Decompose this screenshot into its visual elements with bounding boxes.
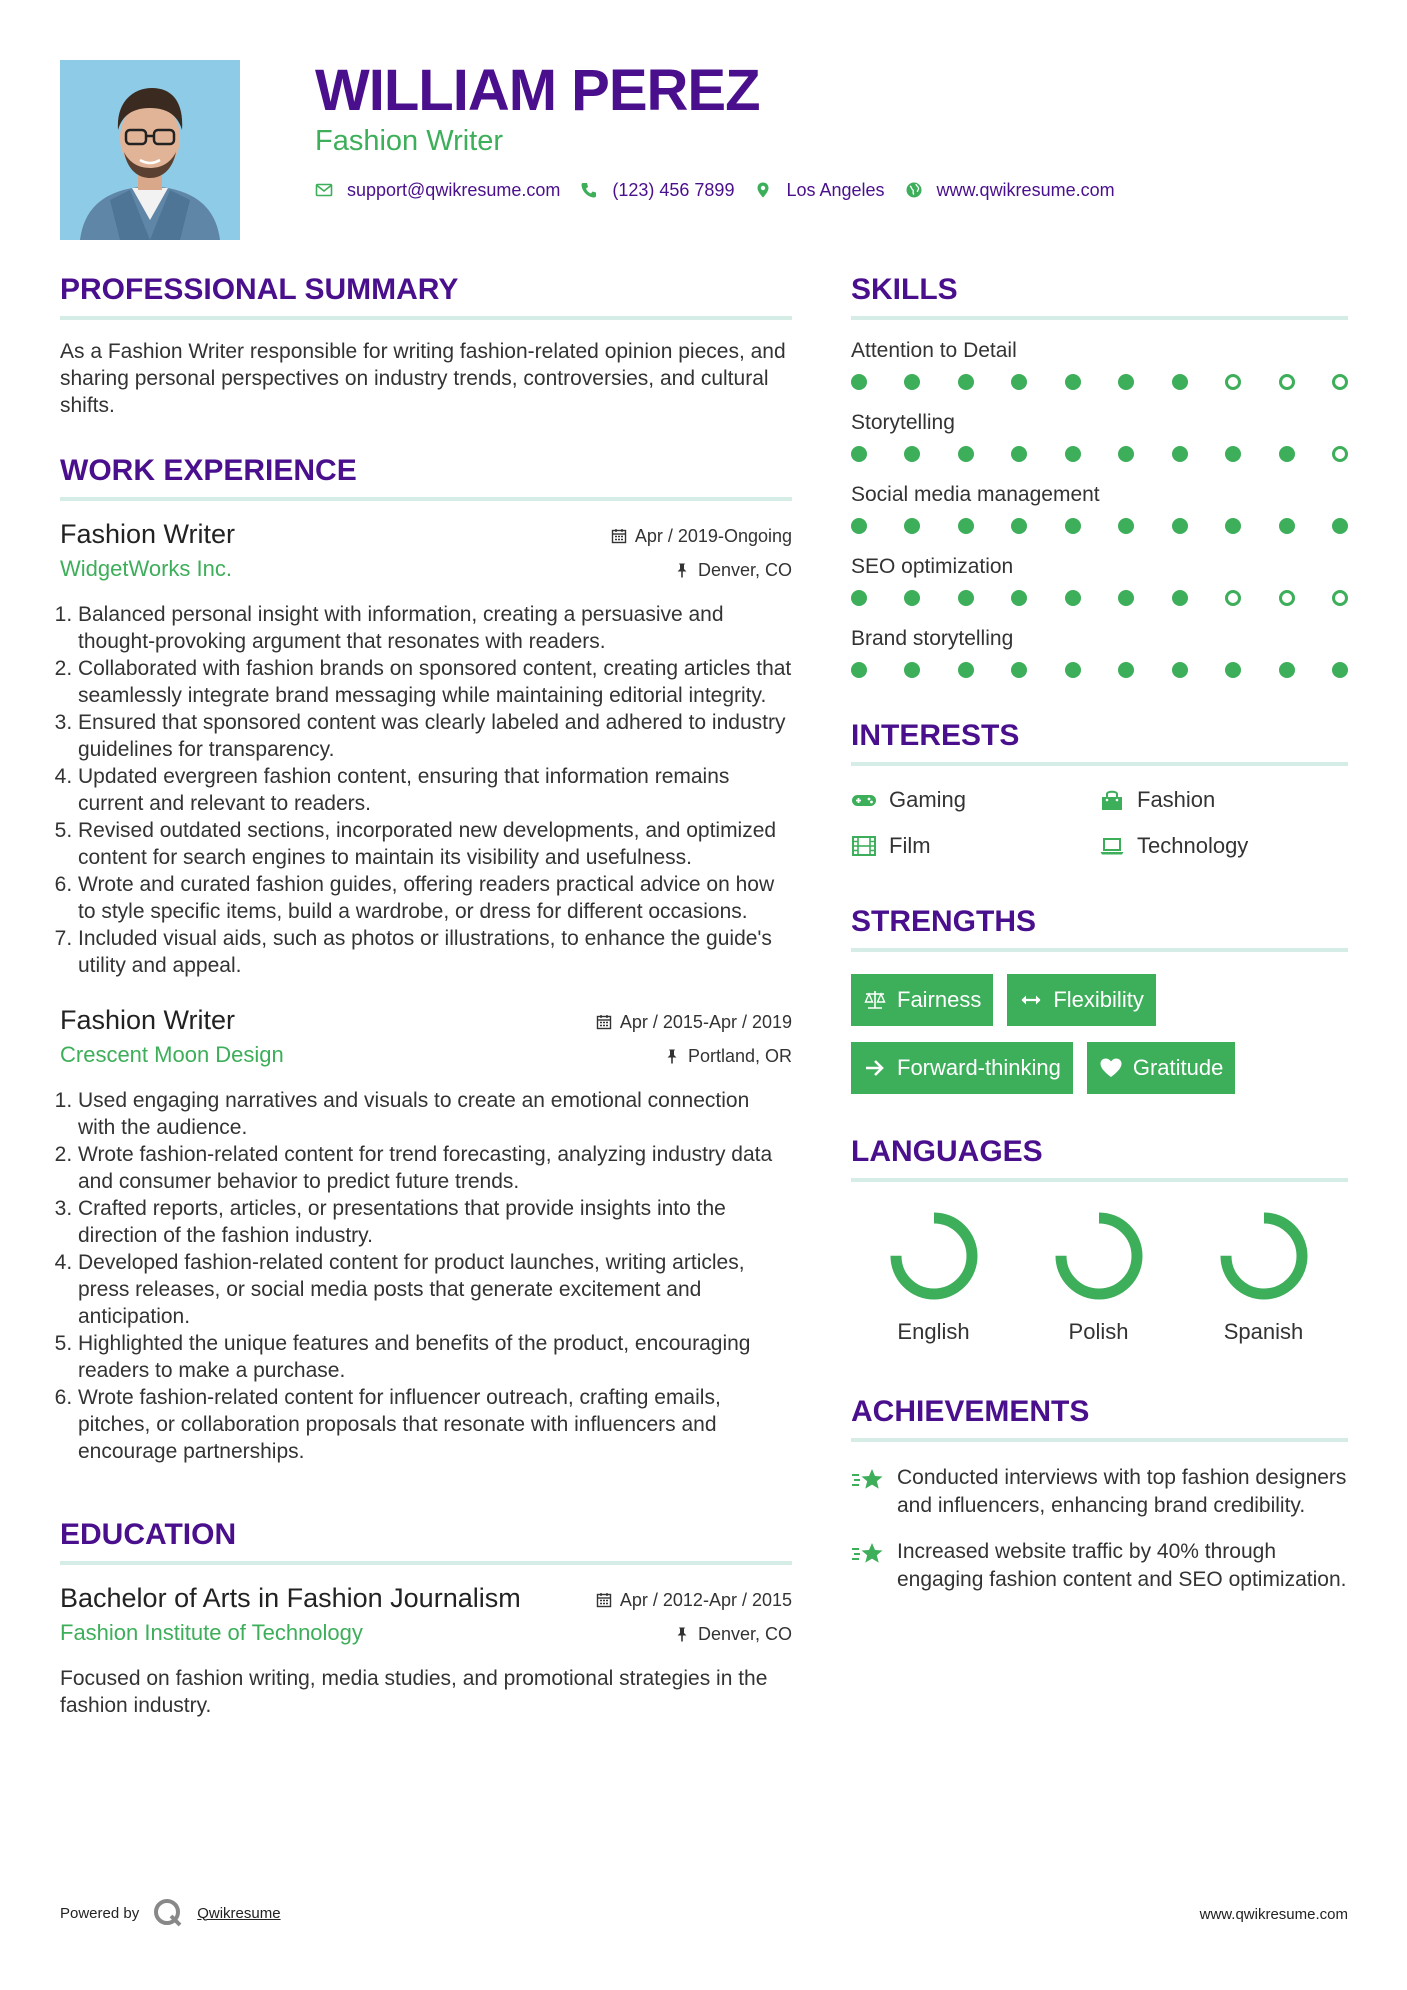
job-bullet: 2. Wrote fashion-related content for trend forecasting, analyzing industry data and consumer behavior to predict future trends. [78, 1141, 792, 1195]
shooting-star-icon [851, 1540, 885, 1568]
skill-dot-filled [1225, 446, 1241, 462]
contact-location-text: Los Angeles [786, 180, 885, 200]
film-icon [851, 835, 877, 857]
interest-item [1099, 786, 1347, 814]
strength-chip [1087, 1042, 1236, 1094]
arrow-right-icon [863, 1057, 887, 1079]
pushpin-icon [664, 1048, 680, 1064]
language-level-arc [1061, 1218, 1137, 1294]
skill-name: Social media management [851, 483, 1100, 506]
skill-dot-empty [1332, 590, 1348, 606]
job-entry [60, 1003, 792, 1465]
skill-level-dots [851, 374, 1348, 390]
job-bullet: 3. Ensured that sponsored content was clearly labeled and adhered to industry guidelines for transparency. [78, 709, 792, 763]
job-bullet: 1. Balanced personal insight with information, creating a persuasive and thought-provoking argument that resonates with readers. [78, 601, 792, 655]
languages-heading: LANGUAGES [851, 1134, 1348, 1182]
skill-dot-empty [1332, 374, 1348, 390]
education-header [60, 1581, 792, 1659]
skill-dot-filled [1332, 662, 1348, 678]
achievements-heading: ACHIEVEMENTS [851, 1394, 1348, 1442]
achievement-text: Increased website traffic by 40% through engaging fashion content and SEO optimization. [897, 1540, 1347, 1591]
shopping-bag-icon [1099, 789, 1125, 811]
skill-item [851, 410, 1348, 462]
skill-dot-filled [851, 518, 867, 534]
strengths-heading: STRENGTHS [851, 904, 1348, 952]
job-bullet: 4. Developed fashion-related content for product launches, writing articles, press releases, or social media posts that generate excitement and anticipation. [78, 1249, 792, 1330]
skill-dot-filled [1172, 446, 1188, 462]
job-bullet: 3. Crafted reports, articles, or presentations that provide insights into the direction of the fashion industry. [78, 1195, 792, 1249]
languages-section [851, 1134, 1348, 1346]
qwikresume-logo-icon [153, 1898, 183, 1928]
interests-section [851, 718, 1348, 860]
skill-dot-filled [904, 590, 920, 606]
language-name: Polish [1068, 1319, 1129, 1344]
job-date-text: Apr / 2015-Apr / 2019 [619, 1012, 792, 1032]
job-title: Fashion Writer [60, 1005, 236, 1035]
skill-dot-filled [1118, 374, 1134, 390]
gamepad-icon [851, 789, 877, 811]
skill-dot-filled [1011, 518, 1027, 534]
achievement-text: Conducted interviews with top fashion designers and influencers, enhancing brand credibility. [897, 1466, 1347, 1517]
interest-item [1099, 832, 1347, 860]
right-column [851, 272, 1348, 1594]
education-location [674, 1623, 792, 1645]
phone-icon [580, 181, 598, 199]
skill-dot-filled [851, 374, 867, 390]
job-company: Crescent Moon Design [60, 1042, 284, 1067]
skill-dot-filled [1011, 374, 1027, 390]
experience-section [60, 453, 792, 1465]
contact-bar [315, 178, 1135, 202]
contact-email[interactable] [315, 178, 560, 202]
job-date [596, 1011, 792, 1033]
map-pin-icon [754, 181, 772, 199]
skill-dot-filled [1118, 590, 1134, 606]
strength-label: Flexibility [1053, 987, 1144, 1012]
language-name: English [897, 1319, 970, 1344]
interests-heading: INTERESTS [851, 718, 1348, 766]
job-location [664, 1045, 792, 1067]
skill-dot-filled [1011, 446, 1027, 462]
strength-chip [1007, 974, 1155, 1026]
skill-dot-filled [958, 518, 974, 534]
job-bullet: 1. Used engaging narratives and visuals to create an emotional connection with the audience. [78, 1087, 792, 1141]
skill-dot-filled [904, 662, 920, 678]
language-item [1016, 1206, 1181, 1346]
skill-dot-filled [1065, 662, 1081, 678]
interest-label: Film [889, 833, 931, 858]
language-name: Spanish [1223, 1319, 1304, 1344]
contact-email-text: support@qwikresume.com [347, 180, 561, 200]
skill-dot-filled [1065, 590, 1081, 606]
skill-dot-filled [1332, 518, 1348, 534]
summary-section [60, 272, 792, 419]
skill-dot-filled [958, 662, 974, 678]
achievement-item [851, 1538, 1348, 1594]
calendar-icon [611, 528, 627, 544]
language-level-arc [896, 1218, 972, 1294]
calendar-icon [596, 1592, 612, 1608]
job-bullet: 6. Wrote fashion-related content for influencer outreach, crafting emails, pitches, or collaboration proposals that resonate with influencers and encourage partnerships. [78, 1384, 792, 1465]
skill-dot-filled [904, 446, 920, 462]
job-header [60, 1003, 792, 1075]
pushpin-icon [674, 1626, 690, 1642]
languages-list [851, 1206, 1348, 1346]
skill-level-dots [851, 662, 1348, 678]
footer-website[interactable]: www.qwikresume.com [1199, 1906, 1348, 1923]
skill-dot-filled [1065, 518, 1081, 534]
skill-dot-filled [1225, 518, 1241, 534]
strengths-list [851, 974, 1348, 1110]
skill-dot-filled [1011, 662, 1027, 678]
skill-name: Brand storytelling [851, 627, 1014, 650]
education-heading: EDUCATION [60, 1517, 792, 1565]
interest-label: Gaming [889, 787, 967, 812]
skill-dot-filled [1118, 662, 1134, 678]
strength-label: Gratitude [1132, 1055, 1224, 1080]
job-bullet: 5. Highlighted the unique features and benefits of the product, encouraging readers to make a purchase. [78, 1330, 792, 1384]
language-item [1181, 1206, 1346, 1346]
job-bullet: 7. Included visual aids, such as photos or illustrations, to enhance the guide's utility and appeal. [78, 925, 792, 979]
skill-item [851, 338, 1348, 390]
skill-level-dots [851, 446, 1348, 462]
left-column [60, 272, 792, 1719]
footer-powered-by [60, 1898, 281, 1928]
education-date-text: Apr / 2012-Apr / 2015 [619, 1590, 792, 1610]
education-date [596, 1589, 792, 1611]
skill-dot-filled [1065, 446, 1081, 462]
skill-dot-filled [1172, 590, 1188, 606]
skill-dot-filled [851, 446, 867, 462]
skill-dot-filled [1225, 662, 1241, 678]
profile-photo-image [60, 60, 240, 240]
language-item [851, 1206, 1016, 1346]
skill-level-dots [851, 590, 1348, 606]
strength-label: Forward-thinking [897, 1055, 1061, 1080]
interests-list [851, 786, 1348, 860]
skill-name: Attention to Detail [851, 339, 1017, 362]
skill-dot-filled [1118, 518, 1134, 534]
skill-dot-filled [958, 446, 974, 462]
job-bullet: 6. Wrote and curated fashion guides, offering readers practical advice on how to style specific items, build a wardrobe, or dress for different occasions. [78, 871, 792, 925]
skill-dot-empty [1279, 590, 1295, 606]
summary-heading: PROFESSIONAL SUMMARY [60, 272, 792, 320]
job-title: Fashion Writer [60, 519, 236, 549]
job-entry [60, 517, 792, 979]
summary-text: As a Fashion Writer responsible for writing fashion-related opinion pieces, and sharing personal perspectives on industry trends, controversies, and cultural shifts. [60, 340, 786, 417]
candidate-role: Fashion Writer [315, 125, 504, 157]
job-bullet: 5. Revised outdated sections, incorporated new developments, and optimized content for search engines to maintain its visibility and usefulness. [78, 817, 792, 871]
contact-website[interactable] [905, 178, 1115, 202]
skill-dot-empty [1279, 374, 1295, 390]
skill-dot-filled [1172, 374, 1188, 390]
job-date [611, 525, 792, 547]
job-header [60, 517, 792, 589]
skill-dot-empty [1225, 590, 1241, 606]
shooting-star-icon [851, 1466, 885, 1494]
language-level-ring [884, 1206, 984, 1306]
education-description: Focused on fashion writing, media studies, and promotional strategies in the fashion industry. [60, 1667, 768, 1717]
job-location-text: Portland, OR [687, 1046, 792, 1066]
pushpin-icon [674, 562, 690, 578]
strength-label: Fairness [897, 987, 982, 1012]
laptop-icon [1099, 835, 1125, 857]
powered-by-text: Powered by [60, 1904, 140, 1922]
skill-dot-filled [851, 662, 867, 678]
skills-list [851, 338, 1348, 678]
interest-item [851, 832, 1099, 860]
skill-dot-filled [1279, 662, 1295, 678]
job-bullet: 2. Collaborated with fashion brands on sponsored content, creating articles that seamlessly integrate brand messaging while maintaining editorial integrity. [78, 655, 792, 709]
heart-icon [1099, 1057, 1123, 1079]
skill-name: Storytelling [851, 411, 955, 434]
contact-location [754, 178, 884, 202]
balance-scale-icon [863, 989, 887, 1011]
interest-item [851, 786, 1099, 814]
experience-heading: WORK EXPERIENCE [60, 453, 792, 501]
envelope-icon [315, 181, 333, 199]
contact-phone-text: (123) 456 7899 [612, 180, 735, 200]
education-location-text: Denver, CO [697, 1624, 792, 1644]
globe-icon [905, 181, 923, 199]
skill-item [851, 482, 1348, 534]
skill-dot-filled [904, 374, 920, 390]
interest-label: Fashion [1137, 787, 1216, 812]
job-location [674, 559, 792, 581]
language-level-ring [1049, 1206, 1149, 1306]
skill-dot-empty [1225, 374, 1241, 390]
job-bullets [60, 601, 792, 979]
skill-dot-filled [958, 590, 974, 606]
achievement-item [851, 1464, 1348, 1520]
skill-dot-filled [1279, 446, 1295, 462]
strength-chip [851, 974, 993, 1026]
skill-dot-filled [1279, 518, 1295, 534]
profile-photo [60, 60, 240, 240]
contact-phone[interactable] [580, 178, 734, 202]
skill-dot-filled [851, 590, 867, 606]
skills-heading: SKILLS [851, 272, 1348, 320]
strengths-section [851, 904, 1348, 1110]
job-bullet: 4. Updated evergreen fashion content, ensuring that information remains current and relevant to readers. [78, 763, 792, 817]
education-section [60, 1517, 792, 1719]
skill-dot-filled [958, 374, 974, 390]
skill-level-dots [851, 518, 1348, 534]
achievements-section [851, 1394, 1348, 1594]
school-name: Fashion Institute of Technology [60, 1620, 363, 1645]
arrows-horizontal-icon [1019, 989, 1043, 1011]
skill-item [851, 626, 1348, 678]
contact-website-text: www.qwikresume.com [936, 180, 1115, 200]
interest-label: Technology [1137, 833, 1249, 858]
skill-name: SEO optimization [851, 555, 1014, 578]
job-bullets [60, 1087, 792, 1465]
strength-chip [851, 1042, 1073, 1094]
skill-item [851, 554, 1348, 606]
qwikresume-link[interactable]: Qwikresume [197, 1904, 281, 1922]
skill-dot-filled [1011, 590, 1027, 606]
candidate-name: WILLIAM PEREZ [315, 58, 760, 123]
degree-title: Bachelor of Arts in Fashion Journalism [60, 1583, 521, 1613]
skill-dot-filled [1172, 662, 1188, 678]
calendar-icon [596, 1014, 612, 1030]
skill-dot-filled [1172, 518, 1188, 534]
job-date-text: Apr / 2019-Ongoing [634, 526, 792, 546]
skill-dot-filled [1118, 446, 1134, 462]
skill-dot-filled [1065, 374, 1081, 390]
skill-dot-empty [1332, 446, 1348, 462]
language-level-ring [1214, 1206, 1314, 1306]
job-location-text: Denver, CO [697, 560, 792, 580]
job-company: WidgetWorks Inc. [60, 556, 232, 581]
language-level-arc [1226, 1218, 1302, 1294]
skills-section [851, 272, 1348, 678]
skill-dot-filled [904, 518, 920, 534]
